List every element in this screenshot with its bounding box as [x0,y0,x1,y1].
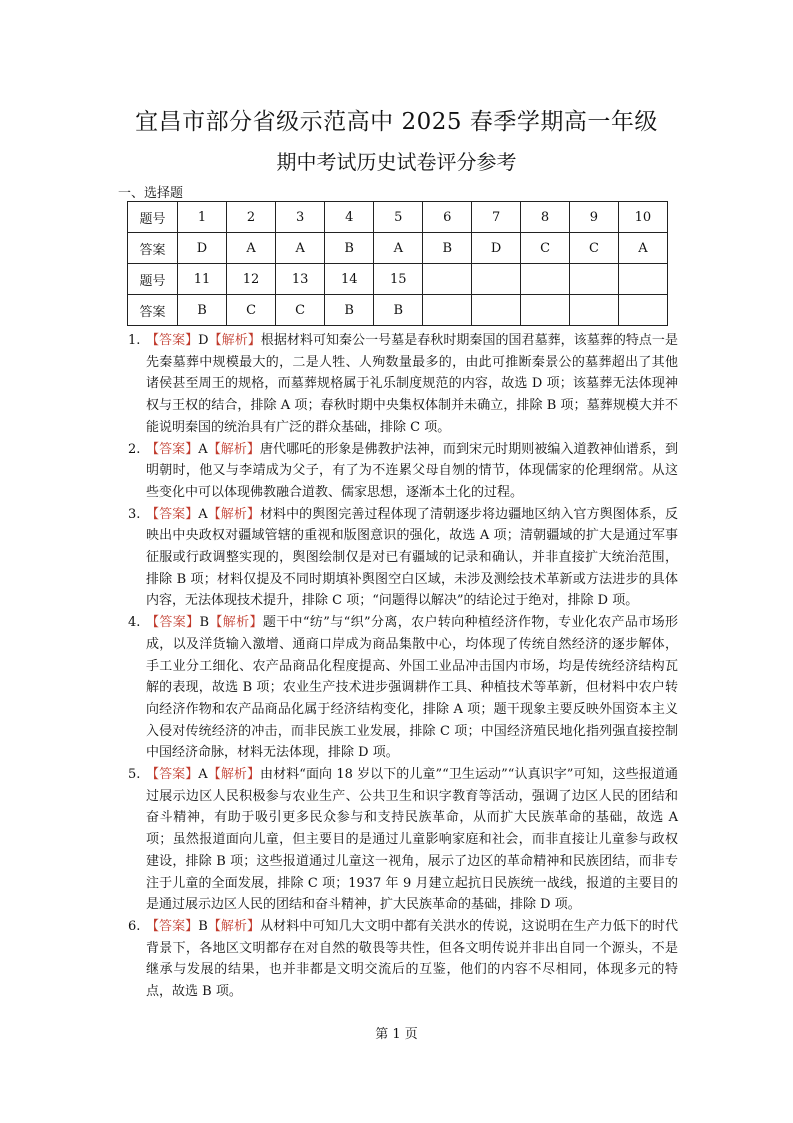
answer-table-cell: 1 [177,202,226,233]
analysis-item [118,504,678,613]
item-body [146,504,678,613]
answer-table-cell: 14 [325,264,374,295]
answer-table-cell: A [276,233,325,264]
answer-table-header-cell: 题号 [128,202,178,233]
analysis-text: 材料中的舆图完善过程体现了清朝逐步将边疆地区纳入官方舆图体系，反映出中央政权对疆域管辖的重视和版图意识的强化，故选 A 项；清朝疆域的扩大是通过军事征服或行政调整实现的，舆图绘制仅是对已有疆域的记录和确认，并非直接扩大统治范围，排除 B 项；材料仅提及不同时期填补舆图空白区域，未涉及测绘技术革新或方法进步的具体内容，无法体现技术提升，排除 C 项；“问题得以解决”的结论过于绝对，排除 D 项。 [146,506,678,609]
analysis-item [118,439,678,504]
item-body [146,612,678,764]
answer-table-cell: 8 [521,202,570,233]
analysis-item [118,916,678,1003]
answer-table-row [128,264,668,295]
answer-table-header-cell: 题号 [128,264,178,295]
answer-table-cell [569,295,618,326]
answer-table-cell [569,264,618,295]
item-body [146,439,678,504]
answer-table-cell: A [374,233,423,264]
answer-table-cell: 12 [227,264,276,295]
analysis-tag: 【解析】 [207,918,261,934]
answer-table-cell: B [325,295,374,326]
section-heading: 一、选择题 [118,186,184,201]
answer-letter: B [199,615,210,631]
answer-table-cell: 6 [423,202,472,233]
answer-table-cell: A [618,233,667,264]
analysis-list [118,330,678,1003]
answer-table-cell: B [374,295,423,326]
answer-table-cell: B [423,233,472,264]
answer-letter: B [198,918,208,934]
analysis-item [118,764,678,916]
answer-table [127,201,668,326]
answer-table-cell: 11 [177,264,226,295]
answer-tag: 【答案】 [146,767,199,783]
analysis-tag: 【解析】 [208,333,261,348]
answer-table-cell [423,264,472,295]
answer-table-cell [472,264,521,295]
answer-table-cell: 10 [618,202,667,233]
answer-table-cell [423,295,472,326]
answer-table-row [128,202,668,233]
answer-tag: 【答案】 [146,333,199,348]
answer-table-cell: C [227,295,276,326]
answer-letter: A [198,506,208,522]
answer-table-cell: 5 [374,202,423,233]
document-subtitle: 期中考试历史试卷评分参考 [276,150,517,174]
analysis-tag: 【解析】 [209,615,263,631]
answer-tag: 【答案】 [146,918,199,934]
answer-table-cell [472,295,521,326]
answer-table-cell: 2 [227,202,276,233]
item-body [146,330,678,439]
analysis-tag: 【解析】 [207,506,260,522]
answer-tag: 【答案】 [146,441,199,457]
answer-table-cell: 15 [374,264,423,295]
analysis-text: 由材料“面向 18 岁以下的儿童”“卫生运动”“认真识字”可知，这些报道通过展示边区人民积极参与农业生产、公共卫生和识字教育等活动，强调了边区人民的团结和奋斗精神，有助于吸引更多民众参与和支持民族革命，从而扩大民族革命的基础，故选 A 项；虽然报道面向儿童，但主要目的是通过儿童影响家庭和社会，而非直接让儿童参与政权建设，排除 B 项；这些报道通过儿童这一视角，展示了边区的革命精神和民族团结，而非专注于儿童的全面发展，排除 C 项；1937 年 9 月建立起抗日民族统一战线，报道的主要目的是通过展示边区人民的团结和奋斗精神，扩大民族革命的基础，排除 D 项。 [146,767,678,913]
analysis-tag: 【解析】 [207,767,261,783]
analysis-text: 题干中“纺”与“织”分离，农户转向种植经济作物，专业化农产品市场形成，以及洋货输入激增、通商口岸成为商品集散中心，均体现了传统自然经济的逐步解体，手工业分工细化、农产品商品化程度提高、外国工业品冲击国内市场，均是传统经济结构瓦解的表现，故选 B 项；农业生产技术进步强调耕作工具、种植技术等革新，但材料中农户转向经济作物和农产品商品化属于经济结构变化，排除 A 项；题干现象主要反映外国资本主义入侵对传统经济的冲击，而非民族工业发展，排除 C 项；中国经济殖民地化指列强直接控制中国经济命脉，材料无法体现，排除 D 项。 [146,615,678,761]
answer-table-cell [521,295,570,326]
item-number: 4. [128,615,141,631]
analysis-tag: 【解析】 [207,441,260,457]
answer-table-header-cell: 答案 [128,233,178,264]
analysis-item [118,330,678,439]
answer-table-header-cell: 答案 [128,295,178,326]
answer-table-cell [618,295,667,326]
answer-table-cell: 3 [276,202,325,233]
answer-letter: A [198,441,208,457]
analysis-item [118,612,678,764]
answer-table-row [128,233,668,264]
item-number: 5. [128,767,141,783]
answer-table-cell: D [472,233,521,264]
item-body [146,764,678,916]
answer-tag: 【答案】 [146,615,200,631]
answer-table-cell: D [177,233,226,264]
answer-table-cell: B [325,233,374,264]
item-number: 1. [128,333,141,348]
document-title: 宜昌市部分省级示范高中 2025 春季学期高一年级 [135,109,658,135]
item-number: 3. [128,506,141,522]
answer-table-cell: 7 [472,202,521,233]
answer-table-cell: B [177,295,226,326]
answer-table-cell: C [276,295,325,326]
answer-table-cell: C [521,233,570,264]
answer-table-cell: C [569,233,618,264]
answer-table-cell: 4 [325,202,374,233]
answer-table-cell: A [227,233,276,264]
answer-table-cell [521,264,570,295]
answer-tag: 【答案】 [146,506,199,522]
answer-letter: D [198,333,209,348]
answer-table-row [128,295,668,326]
item-number: 6. [128,918,141,934]
item-number: 2. [128,441,141,457]
page-number: 第 1 页 [375,1027,418,1042]
answer-table-cell [618,264,667,295]
answer-table-cell: 13 [276,264,325,295]
answer-letter: A [198,767,208,783]
analysis-text: 从材料中可知几大文明中都有关洪水的传说，这说明在生产力低下的时代背景下，各地区文明都存在对自然的敬畏等共性，但各文明传说并非出自同一个源头，不是继承与发展的结果，也并非都是文明交流后的互鉴，他们的内容不尽相同，体现多元的特点，故选 B 项。 [146,918,678,1000]
analysis-text: 根据材料可知秦公一号墓是春秋时期秦国的国君墓葬，该墓葬的特点一是先秦墓葬中规模最大的，二是人牲、人殉数量最多的，由此可推断秦景公的墓葬超出了其他诸侯甚至周王的规格，而墓葬规格属于礼乐制度规范的内容，故选 D 项；该墓葬无法体现神权与王权的结合，排除 A 项；春秋时期中央集权体制并未确立，排除 B 项；墓葬规模大并不能说明秦国的统治具有广泛的群众基础，排除 C 项。 [146,333,678,435]
analysis-text: 唐代哪吒的形象是佛教护法神，而到宋元时期则被编入道教神仙谱系，到明朝时，他又与李靖成为父子，有了为不连累父母自刎的情节，体现儒家的伦理纲常。从这些变化中可以体现佛教融合道教、儒家思想，逐渐本土化的过程。 [146,441,678,500]
answer-table-cell: 9 [569,202,618,233]
item-body [146,916,678,1003]
